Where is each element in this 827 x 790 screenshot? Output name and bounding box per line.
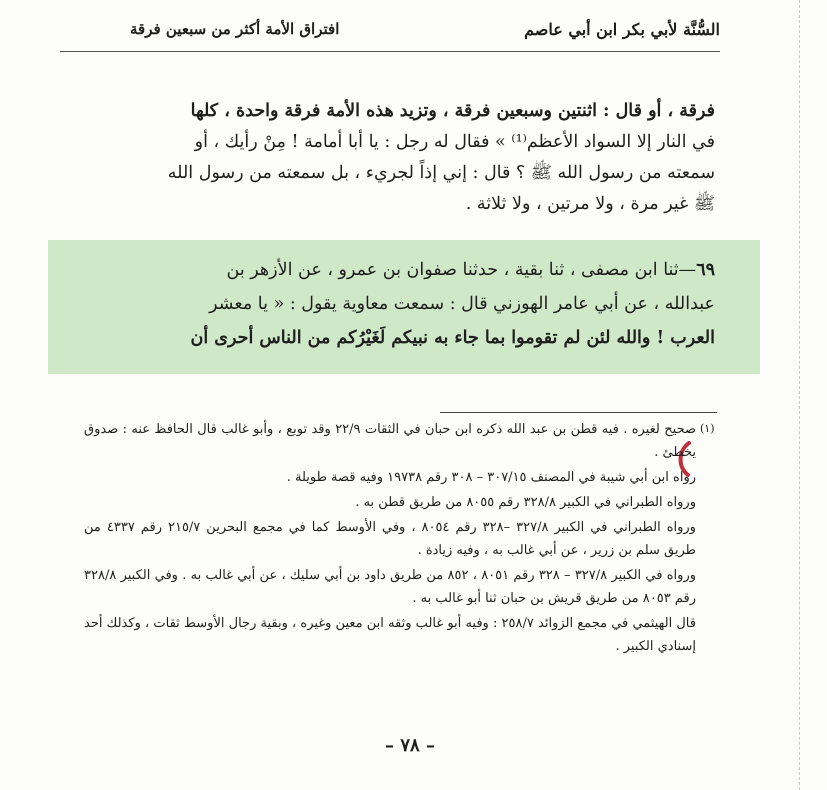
main-line-3: سمعته من رسول الله ﷺ ؟ قال : إني إذاً لجريء ، بل سمعته من رسول الله (167, 163, 715, 183)
footnote-line: ورواه في الكبير ٣٢٧/٨ – ٣٢٨ رقم ٨٠٥١ ، ٨٥٢ من طريق داود بن أبي سليك ، عن أبي غالب به . وفي الكبير ٣٢٨/٨ رقم ٨٠٥٣ من طريق قريش بن حبان ثنا أبو غالب به . (84, 568, 697, 606)
page-edge-line (799, 0, 800, 790)
hadith-number: ٦٩ (696, 260, 715, 280)
footnote-line: صحيح لغيره . فيه قطن بن عبد الله ذكره ابن حبان في الثقات ٢٢/٩ وقد توبع ، وأبو غالب قال الحافظ عنه : صدوق يخطئ . (84, 422, 696, 460)
header-book-title: السُّنَّة لأبي بكر ابن أبي عاصم (524, 20, 720, 39)
hadith-line-3: العرب ! والله لئن لم تقوموا بما جاء به نبيكم لَغَيْرُكم من الناس أحرى أن (190, 328, 715, 348)
footnotes (84, 418, 696, 660)
header-rule (60, 51, 720, 52)
hadith-line-2: عبدالله ، عن أبي عامر الهوزني قال : سمعت معاوية يقول : « يا معشر (209, 294, 715, 314)
main-line-2: في النار إلا السواد الأعظم⁽¹⁾ » فقال له رجل : يا أبا أمامة ! مِنْ رأيك ، أو (194, 132, 715, 152)
hadith-line-1-text: —ثنا ابن مصفى ، ثنا بقية ، حدثنا صفوان بن عمرو ، عن الأزهر بن (226, 260, 697, 280)
main-line-4: ﷺ غير مرة ، ولا مرتين ، ولا ثلاثة . (465, 194, 715, 214)
hadith-69 (78, 253, 715, 355)
running-header (60, 16, 720, 56)
footnote-rule (440, 412, 717, 413)
footnote-line: ورواه الطبراني في الكبير ٣٢٧/٨ –٣٢٨ رقم ٨٠٥٤ ، وفي الأوسط كما في مجمع البحرين ٢١٥/٧ رقم ٤٣٣٧ من طريق سلم بن زرير ، عن أبي غالب به ، وفيه زيادة . (84, 520, 696, 558)
main-line-1: فرقة ، أو قال : اثنتين وسبعين فرقة ، وتزيد هذه الأمة فرقة واحدة ، كلها (190, 101, 715, 121)
main-text (78, 96, 715, 220)
footnote-line: قال الهيثمي في مجمع الزوائد ٢٥٨/٧ : وفيه أبو غالب وثقه ابن معين وغيره ، وبقية رجال الأوسط ثقات ، وكذلك أحد إسنادي الكبير . (84, 616, 696, 654)
footnote-line: ورواه الطبراني في الكبير ٣٢٨/٨ رقم ٨٠٥٥ من طريق قطن به . (355, 495, 696, 510)
hadith-line-1 (78, 253, 715, 287)
header-chapter-title: افتراق الأمة أكثر من سبعين فرقة (130, 20, 340, 38)
page-number: – ٧٨ – (385, 735, 435, 756)
footnote-marker: (١) (700, 422, 715, 435)
footnote-line: رواه ابن أبي شيبة في المصنف ٣٠٧/١٥ – ٣٠٨ رقم ١٩٧٣٨ وفيه قصة طويلة . (286, 470, 696, 485)
